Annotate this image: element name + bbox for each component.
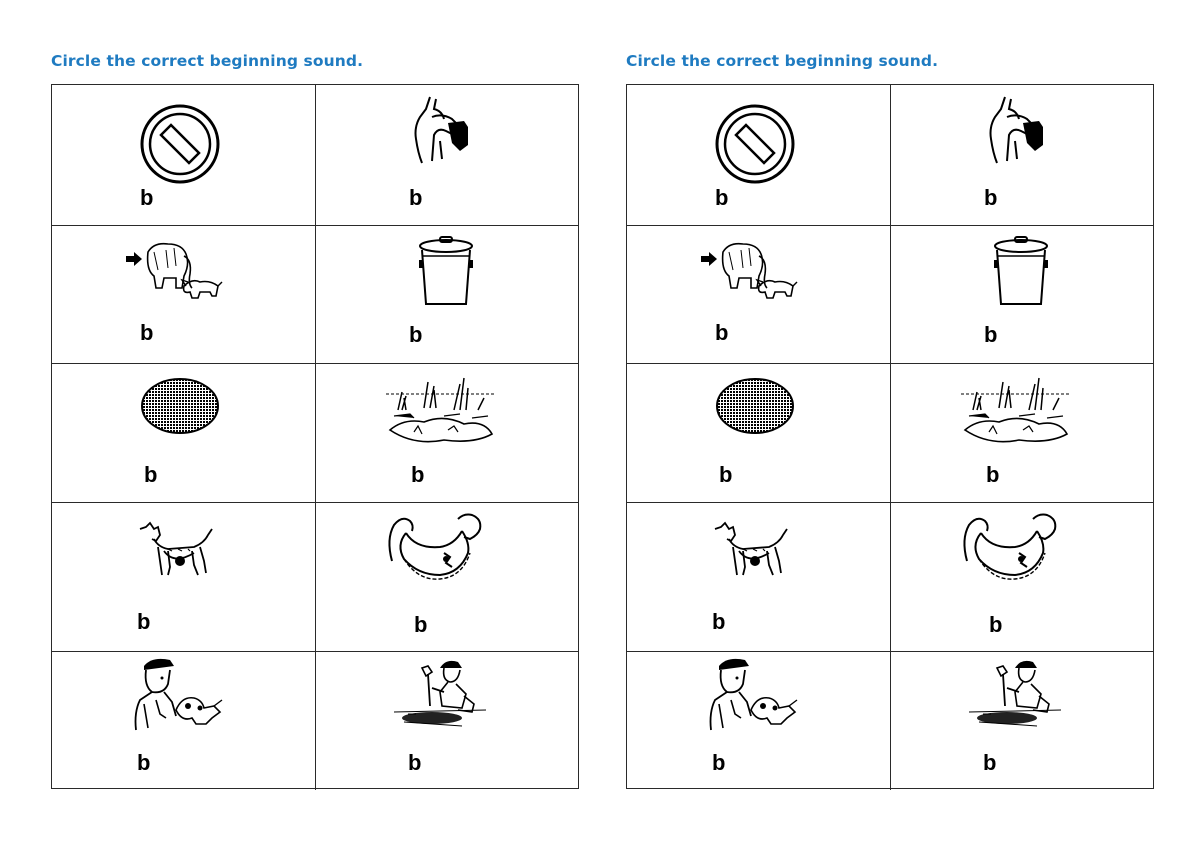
cow-icon: [138, 521, 216, 579]
grid-row: [52, 502, 578, 651]
answer-letter[interactable]: b: [137, 609, 151, 634]
man-digging-icon: [967, 658, 1063, 730]
answer-letter[interactable]: b: [144, 462, 158, 487]
grid-cell[interactable]: [891, 226, 1154, 363]
grid-row: [52, 651, 578, 790]
grid-cell[interactable]: [891, 85, 1154, 225]
man-digging-icon: [392, 658, 488, 730]
answer-letter[interactable]: b: [712, 750, 726, 775]
grid-row: [627, 651, 1153, 790]
boy-with-dog-icon: [130, 656, 230, 732]
pond-icon: [959, 370, 1071, 446]
answer-letter[interactable]: b: [719, 462, 733, 487]
pond-icon: [384, 370, 496, 446]
no-entry-icon: [139, 103, 221, 185]
instruction-text: Circle the correct beginning sound.: [626, 52, 939, 70]
instruction-text: Circle the correct beginning sound.: [51, 52, 364, 70]
grid-cell[interactable]: [52, 652, 316, 790]
grid-cell[interactable]: [52, 503, 316, 651]
grid-cell[interactable]: [627, 652, 891, 790]
trash-can-icon: [416, 236, 476, 308]
grid-cell[interactable]: [316, 652, 579, 790]
grid-cell[interactable]: [627, 503, 891, 651]
grid-cell[interactable]: [316, 503, 579, 651]
elephant-and-dog-icon: [699, 240, 799, 306]
answer-letter[interactable]: b: [983, 750, 997, 775]
grid-cell[interactable]: [316, 85, 579, 225]
grid-cell[interactable]: [627, 364, 891, 502]
answer-letter[interactable]: b: [411, 462, 425, 487]
answer-letter[interactable]: b: [414, 612, 428, 637]
grid-cell[interactable]: [891, 364, 1154, 502]
grid-cell[interactable]: [891, 652, 1154, 790]
answer-letter[interactable]: b: [409, 322, 423, 347]
answer-letter[interactable]: b: [984, 185, 998, 210]
grid-cell[interactable]: [52, 85, 316, 225]
arm-icon: [987, 95, 1049, 167]
grid-cell[interactable]: [316, 226, 579, 363]
answer-grid: [626, 84, 1154, 789]
potato-icon: [715, 376, 795, 436]
answer-letter[interactable]: b: [986, 462, 1000, 487]
elephant-and-dog-icon: [124, 240, 224, 306]
grid-row: [627, 363, 1153, 502]
no-entry-icon: [714, 103, 796, 185]
grid-cell[interactable]: [891, 503, 1154, 651]
bib-icon: [959, 509, 1059, 581]
answer-letter[interactable]: b: [989, 612, 1003, 637]
answer-letter[interactable]: b: [140, 320, 154, 345]
potato-icon: [140, 376, 220, 436]
boy-with-dog-icon: [705, 656, 805, 732]
answer-letter[interactable]: b: [712, 609, 726, 634]
arm-icon: [412, 95, 474, 167]
grid-row: [52, 225, 578, 363]
answer-letter[interactable]: b: [140, 185, 154, 210]
answer-letter[interactable]: b: [408, 750, 422, 775]
grid-cell[interactable]: [627, 85, 891, 225]
answer-letter[interactable]: b: [715, 320, 729, 345]
grid-cell[interactable]: [52, 364, 316, 502]
grid-row: [627, 85, 1153, 225]
grid-row: [627, 502, 1153, 651]
grid-row: [627, 225, 1153, 363]
grid-cell[interactable]: [52, 226, 316, 363]
answer-letter[interactable]: b: [715, 185, 729, 210]
answer-letter[interactable]: b: [409, 185, 423, 210]
grid-row: [52, 85, 578, 225]
answer-letter[interactable]: b: [137, 750, 151, 775]
grid-cell[interactable]: [316, 364, 579, 502]
answer-grid: [51, 84, 579, 789]
trash-can-icon: [991, 236, 1051, 308]
answer-letter[interactable]: b: [984, 322, 998, 347]
cow-icon: [713, 521, 791, 579]
bib-icon: [384, 509, 484, 581]
grid-cell[interactable]: [627, 226, 891, 363]
grid-row: [52, 363, 578, 502]
